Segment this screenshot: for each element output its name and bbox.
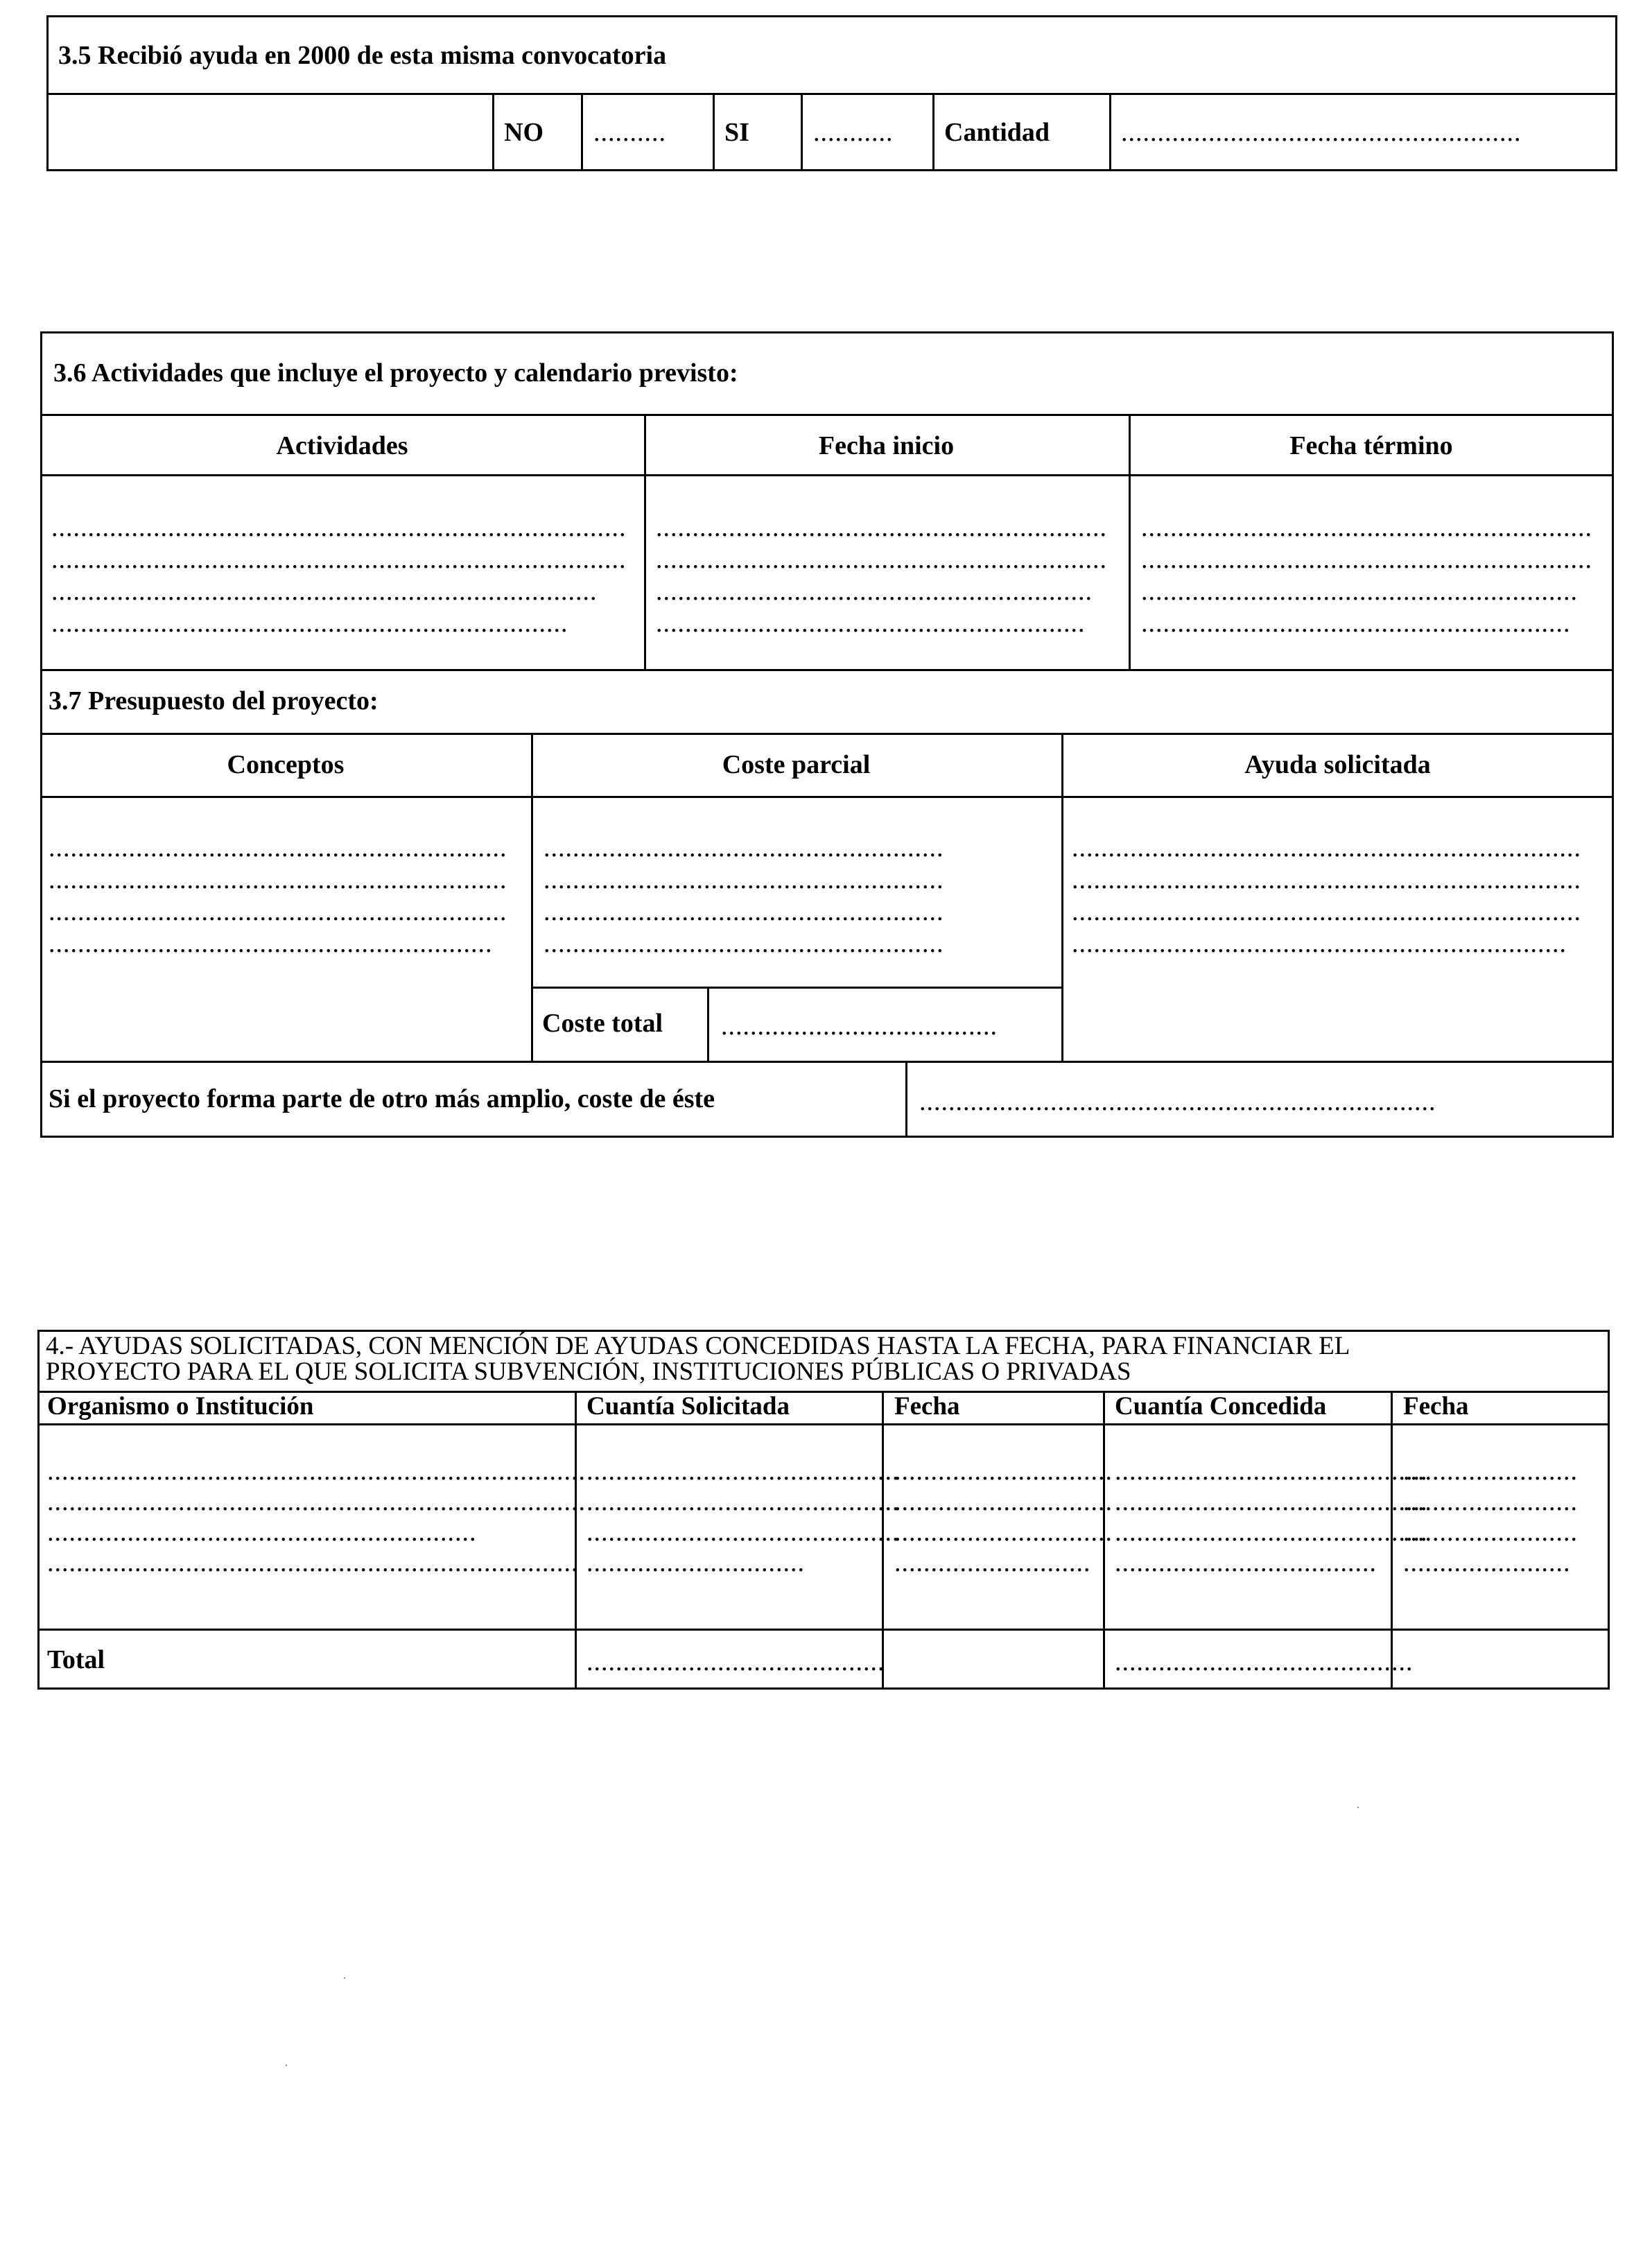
divider xyxy=(707,987,709,1061)
dotted-line[interactable]: .............................. xyxy=(894,1518,1113,1547)
header-coste-parcial: Coste parcial xyxy=(722,750,871,779)
dotted-line[interactable]: ........................................... xyxy=(1115,1487,1428,1516)
dotted-line[interactable]: ........................................... xyxy=(586,1457,900,1486)
divider xyxy=(40,669,1614,671)
header-fecha-inicio: Fecha inicio xyxy=(818,431,955,460)
dotted-line[interactable]: ......................................................................... xyxy=(47,1548,579,1577)
dotted-line[interactable]: .................................... xyxy=(1115,1548,1377,1577)
section-3-6-title: 3.6 Actividades que incluye el proyecto y calendario previsto: xyxy=(53,358,738,388)
dotted-line[interactable]: ........................................... xyxy=(586,1487,900,1516)
divider xyxy=(40,1061,1614,1063)
dotted-line[interactable]: .......................................................................... xyxy=(47,1457,586,1486)
total-solicitada-field[interactable]: ......................................... xyxy=(586,1647,885,1676)
dotted-line[interactable]: ....................................................................... xyxy=(51,609,568,638)
dotted-line[interactable]: ........................ xyxy=(1403,1518,1578,1547)
dotted-line[interactable]: ............................................................... xyxy=(49,833,507,862)
organismo-column[interactable] xyxy=(47,1456,586,1578)
header-fecha-2: Fecha xyxy=(1403,1392,1469,1421)
dotted-line[interactable]: ............................................................ xyxy=(1141,577,1578,606)
dotted-line[interactable]: ........................................................... xyxy=(1141,609,1571,638)
dotted-line[interactable]: ....................... xyxy=(1403,1548,1571,1577)
dotted-line[interactable]: ...................................................................... xyxy=(1072,833,1581,862)
total-concedida-field[interactable]: ......................................... xyxy=(1115,1647,1414,1676)
dotted-line[interactable]: ........................................... xyxy=(1115,1518,1428,1547)
no-label: NO xyxy=(504,118,544,147)
ayuda-solicitada-column[interactable] xyxy=(1072,832,1592,960)
coste-total-label: Coste total xyxy=(542,1009,663,1038)
divider xyxy=(1061,733,1063,1061)
dotted-line[interactable]: .............................. xyxy=(586,1548,805,1577)
fecha-termino-column[interactable] xyxy=(1141,512,1606,639)
dotted-line[interactable]: ........................................... xyxy=(586,1518,900,1547)
dotted-line[interactable]: ........................................................... xyxy=(656,609,1086,638)
section-3-5-title: 3.5 Recibió ayuda en 2000 de esta misma convocatoria xyxy=(58,41,667,70)
header-actividades: Actividades xyxy=(276,431,408,460)
dotted-line[interactable]: ............................................................. xyxy=(49,929,493,958)
divider xyxy=(37,1423,1610,1425)
divider xyxy=(46,93,1617,95)
header-fecha-termino: Fecha término xyxy=(1289,431,1453,460)
conceptos-column[interactable] xyxy=(49,832,520,960)
dotted-line[interactable]: ............................................................ xyxy=(656,577,1093,606)
cuantia-solicitada-column[interactable] xyxy=(586,1456,900,1578)
divider xyxy=(575,1391,577,1690)
divider xyxy=(492,93,494,171)
header-cuantia-solicitada: Cuantía Solicitada xyxy=(586,1392,790,1421)
dotted-line[interactable]: .......................................................................... xyxy=(47,1487,586,1516)
divider xyxy=(40,414,1614,416)
scan-speck xyxy=(286,2065,287,2066)
actividades-column[interactable] xyxy=(51,512,637,639)
coste-total-field[interactable]: ...................................... xyxy=(721,1012,998,1041)
header-ayuda-solicitada: Ayuda solicitada xyxy=(1244,750,1431,779)
dotted-line[interactable]: ............................................................................... xyxy=(51,513,627,542)
dotted-line[interactable]: ............................................................... xyxy=(49,897,507,926)
header-conceptos: Conceptos xyxy=(227,750,345,779)
section-3-7-title: 3.7 Presupuesto del proyecto: xyxy=(49,686,379,715)
proyecto-amplio-label: Si el proyecto forma parte de otro más amplio, coste de éste xyxy=(49,1084,715,1113)
dotted-line[interactable]: ........................................... xyxy=(1115,1457,1428,1486)
dotted-line[interactable]: .............................................................. xyxy=(656,513,1107,542)
fecha-inicio-column[interactable] xyxy=(656,512,1120,639)
fecha-1-column[interactable] xyxy=(894,1456,1113,1578)
dotted-line[interactable]: ........................... xyxy=(894,1548,1091,1577)
header-fecha-1: Fecha xyxy=(894,1392,960,1421)
cuantia-concedida-column[interactable] xyxy=(1115,1456,1428,1578)
coste-parcial-column[interactable] xyxy=(544,832,966,960)
dotted-line[interactable]: ........................................................................... xyxy=(51,577,598,606)
no-field[interactable]: .......... xyxy=(593,118,666,147)
si-label: SI xyxy=(724,118,749,147)
dotted-line[interactable]: ........................ xyxy=(1403,1487,1578,1516)
divider xyxy=(801,93,803,171)
proyecto-amplio-field[interactable]: ....................................................................... xyxy=(919,1087,1436,1116)
divider xyxy=(905,1061,907,1138)
section-4-title-line-1: 4.- AYUDAS SOLICITADAS, CON MENCIÓN DE AYUDAS CONCEDIDAS HASTA LA FECHA, PARA FINANCIAR EL xyxy=(46,1332,1350,1360)
divider xyxy=(1109,93,1111,171)
section-4-title-line-2: PROYECTO PARA EL QUE SOLICITA SUBVENCIÓN, INSTITUCIONES PÚBLICAS O PRIVADAS xyxy=(46,1357,1131,1386)
dotted-line[interactable]: ....................................................... xyxy=(544,897,944,926)
fecha-2-column[interactable] xyxy=(1403,1456,1601,1578)
dotted-line[interactable]: ...................................................................... xyxy=(1072,897,1581,926)
divider xyxy=(40,733,1614,735)
dotted-line[interactable]: .............................................................. xyxy=(1141,513,1592,542)
divider xyxy=(40,796,1614,798)
dotted-line[interactable]: .............................. xyxy=(894,1457,1113,1486)
dotted-line[interactable]: .................................................................... xyxy=(1072,929,1567,958)
divider xyxy=(37,1629,1610,1631)
dotted-line[interactable]: .............................................................. xyxy=(1141,545,1592,574)
dotted-line[interactable]: ............................................................... xyxy=(49,865,507,894)
dotted-line[interactable]: ............................................................................... xyxy=(51,545,627,574)
header-cuantia-concedida: Cuantía Concedida xyxy=(1115,1392,1327,1421)
dotted-line[interactable]: ....................................................... xyxy=(544,929,944,958)
divider xyxy=(40,474,1614,476)
dotted-line[interactable]: ....................................................... xyxy=(544,865,944,894)
cantidad-label: Cantidad xyxy=(944,118,1050,147)
dotted-line[interactable]: ........................ xyxy=(1403,1457,1578,1486)
scan-speck xyxy=(1357,1807,1359,1808)
header-organismo: Organismo o Institución xyxy=(47,1392,314,1421)
dotted-line[interactable]: .............................. xyxy=(894,1487,1113,1516)
dotted-line[interactable]: .............................................................. xyxy=(656,545,1107,574)
cantidad-field[interactable]: ....................................................... xyxy=(1121,118,1522,147)
scan-speck xyxy=(344,1977,345,1979)
dotted-line[interactable]: ........................................................... xyxy=(47,1518,477,1547)
divider xyxy=(531,733,533,1061)
si-field[interactable]: ........... xyxy=(813,118,894,147)
divider xyxy=(531,987,1061,989)
total-label: Total xyxy=(47,1645,105,1674)
divider xyxy=(713,93,715,171)
dotted-line[interactable]: ...................................................................... xyxy=(1072,865,1581,894)
dotted-line[interactable]: ....................................................... xyxy=(544,833,944,862)
divider xyxy=(581,93,583,171)
divider xyxy=(932,93,934,171)
